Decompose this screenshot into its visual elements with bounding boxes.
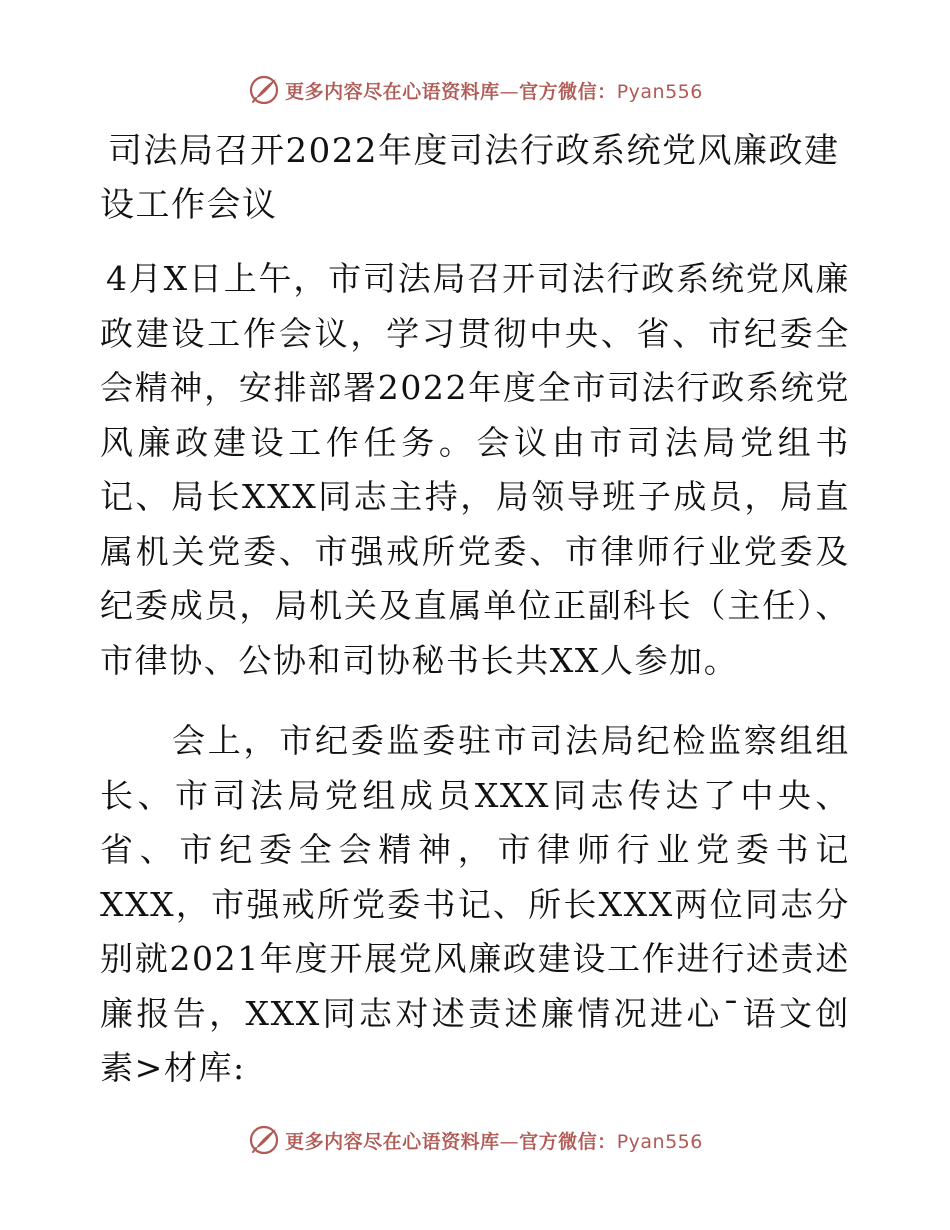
watermark-wechat-id: Pyan556 [616, 1130, 703, 1153]
paragraph-1: 4月X日上午，市司法局召开司法行政系统党风廉政建设工作会议，学习贯彻中央、省、市纪委全会精神，安排部署2022年度全市司法行政系统党风廉政建设工作任务。会议由市司法局党组书记、局长XXX同志主持，局领导班子成员，局直属机关党委、市强戒所党委、市律师行业党委及纪委成员，局机关及直属单位正副科长（主任）、市律协、公协和司协秘书长共XX人参加。 [100, 259, 850, 680]
paragraph-2: 会上，市纪委监委驻市司法局纪检监察组组长、市司法局党组成员XXX同志传达了中央、省、市纪委全会精神，市律师行业党委书记XXX，市强戒所党委书记、所长XXX两位同志分别就2021年度开展党风廉政建设工作进行述责述廉报告，XXX同志对述责述廉情况进心¯语文创素>材库: [100, 721, 850, 1087]
document-body [100, 124, 850, 1096]
watermark-text [285, 1127, 703, 1154]
watermark-wechat-id: Pyan556 [616, 80, 703, 103]
quill-logo-icon [247, 73, 281, 107]
watermark-site-text: 更多内容尽在心语资料库 [285, 80, 500, 103]
watermark-dash: — [499, 80, 520, 103]
document-title: 司法局召开2022年度司法行政系统党风廉政建设工作会议 [100, 131, 840, 225]
watermark-text [285, 77, 703, 104]
footer-watermark-banner [0, 1120, 950, 1160]
watermark-site-text: 更多内容尽在心语资料库 [285, 1130, 500, 1153]
watermark-dash: — [499, 1130, 520, 1153]
quill-logo-icon [247, 1123, 281, 1157]
header-watermark-banner [0, 70, 950, 110]
watermark-wechat-label: 官方微信： [519, 1130, 617, 1153]
watermark-wechat-label: 官方微信： [519, 80, 617, 103]
